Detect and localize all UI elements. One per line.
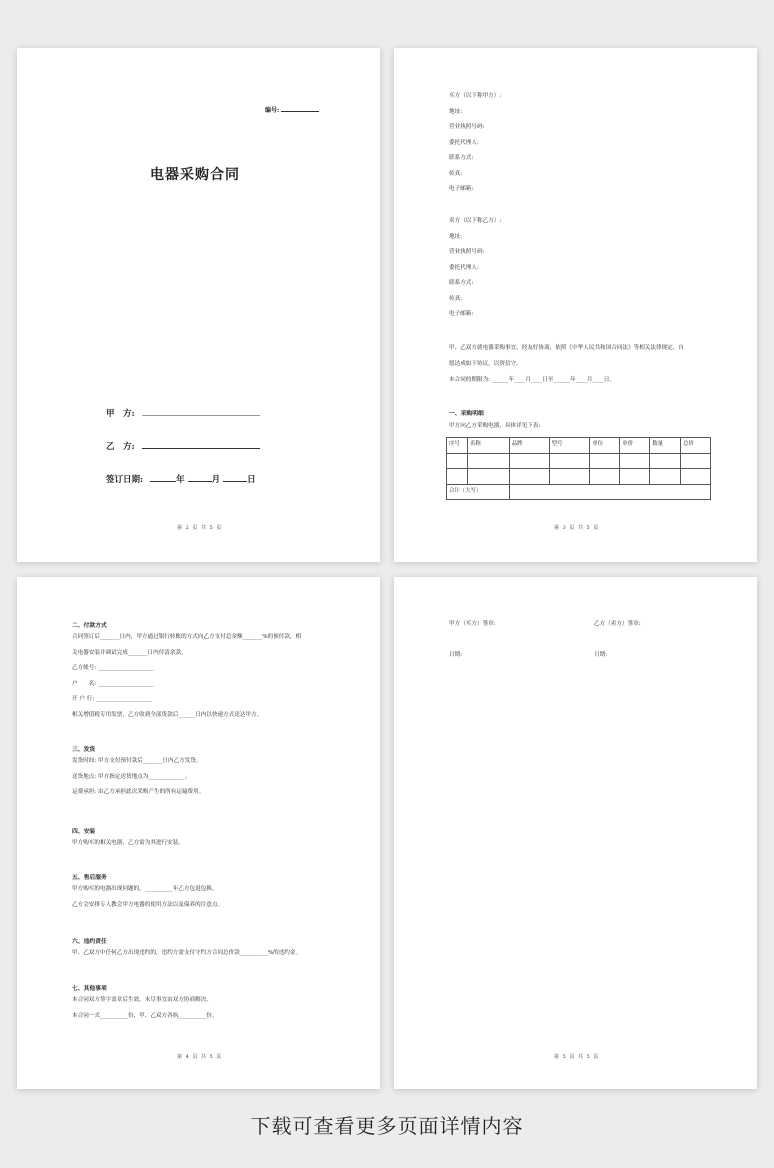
contract-title: 电器采购合同: [150, 167, 240, 183]
buyer-signature-label: 甲方（买方）签章:: [449, 621, 496, 627]
section-1-desc: 甲方向乙方采购电器，具体详见下表:: [449, 423, 541, 429]
section-title: 七、其他事项: [72, 986, 107, 992]
party-a-row: [106, 407, 260, 419]
section-line: 运费承担: 由乙方承担此次采购产生的所有运输费用。: [72, 789, 205, 796]
seller-info-line: 委托代理人:: [449, 264, 479, 271]
download-more-footer[interactable]: 下载可查看更多页面详情内容: [250, 1114, 524, 1138]
table-cell[interactable]: [681, 469, 711, 485]
table-cell[interactable]: [509, 469, 549, 485]
section-line: 送货地点: 甲方指定送货地点为_____________。: [72, 773, 191, 780]
party-b-label: 乙 方:: [106, 442, 135, 452]
buyer-info-line: 电子邮箱:: [449, 186, 474, 192]
table-header-cell: 单位: [590, 438, 620, 454]
sign-date-row: [106, 473, 256, 485]
table-cell[interactable]: [447, 469, 468, 485]
party-b-row: [106, 440, 260, 452]
seller-info-line: 联系方式:: [449, 280, 474, 286]
page-number: 第 3 页 共 5 页: [554, 525, 600, 531]
section-title: 二、付款方式: [72, 623, 107, 629]
seller-info-line: 电子邮箱:: [449, 311, 474, 317]
table-cell[interactable]: [650, 453, 681, 469]
seller-date-label: 日期:: [594, 652, 608, 658]
party-b-blank: [142, 442, 260, 449]
section-line: 合同签订后_______日内，甲方通过银行转账的方式向乙方支付总金额_______%的预付款，相: [72, 634, 302, 640]
section-title: 六、违约责任: [72, 939, 107, 945]
section-line: 户 名: ____________________: [72, 680, 154, 687]
table-header-cell: 总价: [681, 438, 711, 454]
buyer-info-line: 地址:: [449, 108, 463, 115]
seller-info-line: 卖方（以下称乙方）:: [449, 218, 502, 224]
section-line: 甲方购买的相关电器，乙方需为其进行安装。: [72, 840, 184, 846]
section-line: 本合同双方签字盖章后生效，未尽事宜由双方协商解决。: [72, 997, 212, 1003]
total-value-cell[interactable]: [509, 484, 710, 500]
section-title: 三、发货: [72, 747, 96, 753]
table-header-cell: 数量: [650, 438, 681, 454]
contract-cover-page: [17, 48, 380, 562]
section-line: 发货时间: 甲方支付预付款后_______日内乙方发货。: [72, 758, 202, 764]
buyer-info-line: 买方（以下称甲方）:: [449, 93, 502, 99]
seller-info-line: 营业执照号码:: [449, 249, 485, 255]
table-header-cell: 品牌: [509, 438, 549, 454]
year-label: 年: [176, 475, 185, 485]
seller-info-line: 地址:: [449, 233, 463, 240]
month-label: 月: [211, 475, 221, 485]
seller-info-line: 传真:: [449, 295, 463, 302]
page-number: 第 5 页 共 5 页: [554, 1054, 600, 1060]
buyer-info-line: 委托代理人:: [449, 139, 479, 146]
section-line: 甲方购买的电器出现问题的，__________年乙方包退包换。: [72, 886, 218, 892]
table-header-cell: 型号: [549, 438, 590, 454]
page-number: 第 4 页 共 5 页: [177, 1054, 223, 1060]
section-line: 开 户 行: ____________________: [72, 696, 152, 703]
table-row: [447, 453, 711, 469]
contract-parties-page: [394, 48, 757, 562]
section-title: 五、售后服务: [72, 875, 107, 881]
section-line: 相关增值税专用发票，乙方收到全部货款后______日内以快递方式送达甲方。: [72, 712, 263, 718]
table-header-cell: 单价: [620, 438, 650, 454]
sign-month-blank: [188, 475, 212, 482]
sign-date-label: 签订日期:: [106, 475, 144, 485]
section-line: 甲、乙双方中任何乙方出现违约的，违约方需支付守约方合同总价款__________%的违约金。: [72, 950, 302, 956]
table-total-row: [447, 484, 711, 500]
total-label: 合计（大写）: [447, 484, 510, 500]
contract-signature-page: [394, 577, 757, 1089]
intro-line-2: 愿达成如下协议，以资信守。: [449, 361, 522, 367]
day-label: 日: [247, 475, 256, 485]
buyer-info-line: 传真:: [449, 170, 463, 177]
table-cell[interactable]: [620, 469, 650, 485]
table-header-cell: 名称: [467, 438, 509, 454]
table-cell[interactable]: [549, 453, 590, 469]
purchase-table: [446, 437, 711, 500]
section-line: 本合同一式__________份，甲、乙双方各执__________份。: [72, 1012, 218, 1019]
party-a-label: 甲 方:: [106, 409, 135, 419]
sign-year-blank: [150, 475, 176, 482]
section-line: 乙方会安排专人教会甲方电器的使用方法以及保养的注意点。: [72, 901, 224, 908]
table-cell[interactable]: [681, 453, 711, 469]
table-cell[interactable]: [467, 453, 509, 469]
table-header-cell: 序号: [447, 438, 468, 454]
table-cell[interactable]: [549, 469, 590, 485]
table-cell[interactable]: [620, 453, 650, 469]
table-cell[interactable]: [650, 469, 681, 485]
table-cell[interactable]: [590, 469, 620, 485]
buyer-info-line: 联系方式:: [449, 155, 474, 161]
table-header-row: [447, 438, 711, 454]
contract-number-label: 编号:: [265, 107, 280, 114]
table-cell[interactable]: [467, 469, 509, 485]
section-line: 关电器安装并调试完成_______日内付清余款。: [72, 649, 187, 656]
buyer-info-line: 营业执照号码:: [449, 124, 485, 130]
section-title: 四、安装: [72, 829, 96, 835]
contract-terms-page: [17, 577, 380, 1089]
table-cell[interactable]: [590, 453, 620, 469]
contract-period: 本合同的期限为: ______年____月____日至______年____月____日。: [449, 377, 615, 383]
party-a-blank: [142, 409, 260, 416]
contract-number: [265, 105, 319, 114]
buyer-date-label: 日期:: [449, 652, 463, 658]
section-1-title: 一、采购明细: [449, 411, 484, 417]
section-line: 乙方帐号: ____________________: [72, 665, 154, 672]
seller-signature-label: 乙方（卖方）签章:: [594, 621, 641, 627]
table-cell[interactable]: [509, 453, 549, 469]
contract-number-blank: [281, 105, 319, 112]
table-cell[interactable]: [447, 453, 468, 469]
table-row: [447, 469, 711, 485]
intro-line-1: 甲、乙双方就电器采购事宜，经友好协商，依照《中华人民共和国合同法》等相关法律规定，自: [449, 345, 684, 351]
sign-day-blank: [223, 475, 247, 482]
page-number: 第 2 页 共 5 页: [177, 525, 223, 531]
